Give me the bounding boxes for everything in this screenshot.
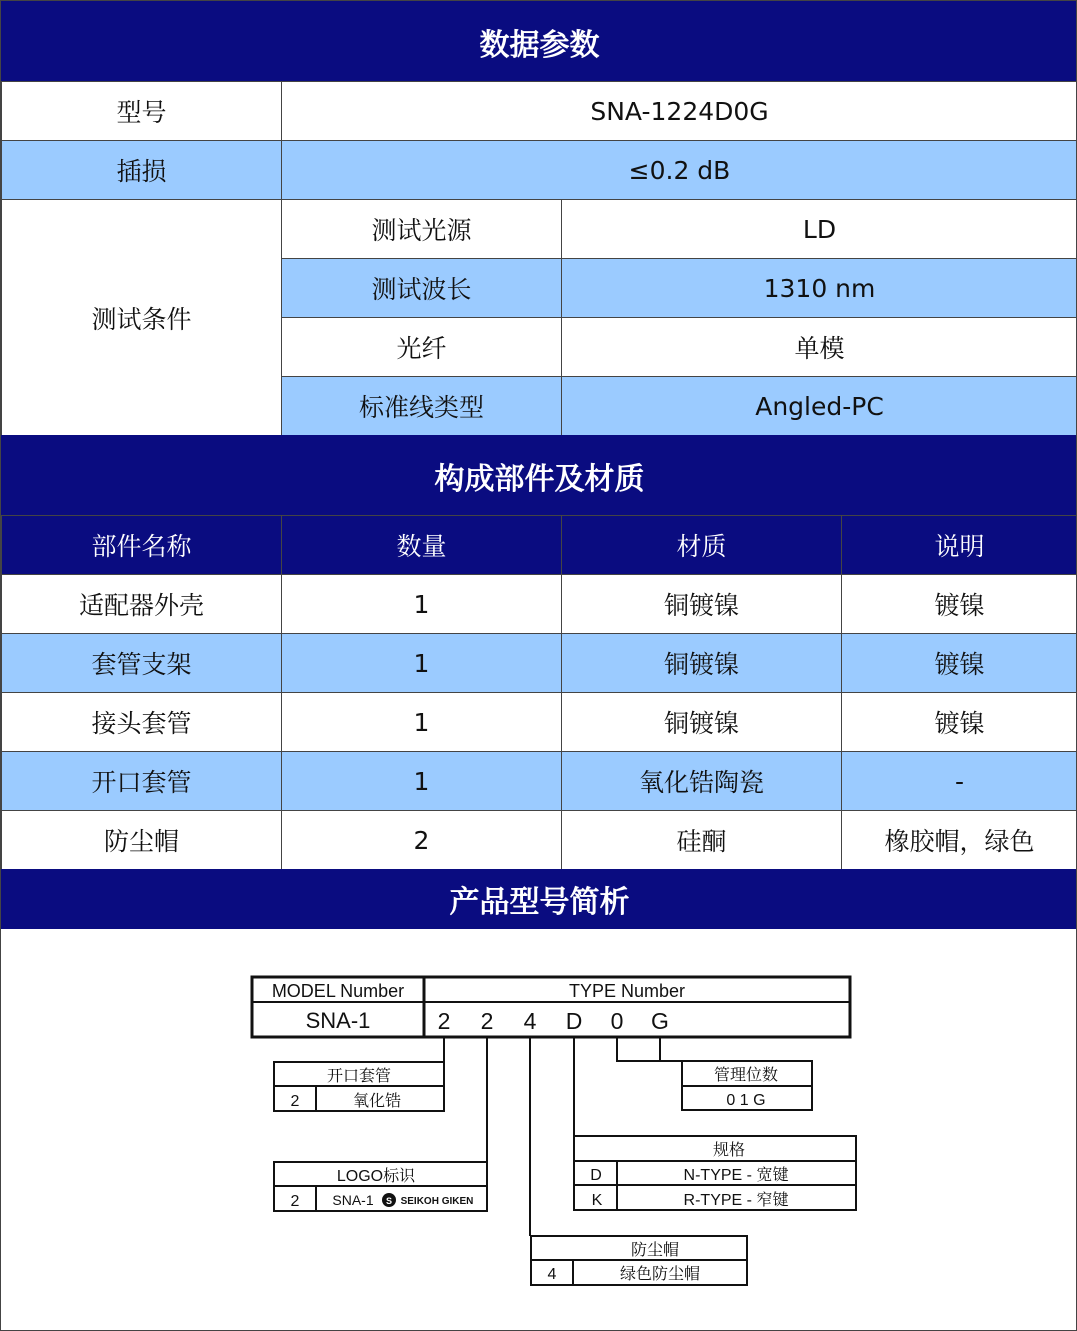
- mgmt-title: 管理位数: [713, 1067, 779, 1084]
- table-row: [2, 575, 1077, 634]
- type-char: 2: [437, 1008, 451, 1034]
- params-row-model: [2, 82, 1077, 141]
- table-cell: 橡胶帽，绿色: [842, 811, 1077, 870]
- type-char: 0: [610, 1008, 624, 1034]
- table-cell: 2: [282, 811, 562, 870]
- table-row: [2, 752, 1077, 811]
- test-row-label: 标准线类型: [282, 377, 562, 436]
- logo-title: LOGO标识: [336, 1168, 416, 1185]
- table-cell: 铜镀镍: [562, 693, 842, 752]
- table-cell: 氧化锆陶瓷: [562, 752, 842, 811]
- table-cell: 镀镍: [842, 693, 1077, 752]
- parts-section-title: 构成部件及材质: [1, 435, 1077, 516]
- parts-header-cell: 材质: [562, 516, 842, 575]
- test-row-label: 光纤: [282, 318, 562, 377]
- table-row: [2, 693, 1077, 752]
- model-breakdown-diagram: [1, 929, 1076, 1329]
- dustcap-title: 防尘帽: [630, 1242, 680, 1259]
- test-conditions-label: 测试条件: [2, 200, 282, 436]
- table-cell: 1: [282, 634, 562, 693]
- table-row: [2, 634, 1077, 693]
- table-cell: 接头套管: [2, 693, 282, 752]
- test-row: [2, 200, 1077, 259]
- table-cell: 硅酮: [562, 811, 842, 870]
- type-char: 2: [480, 1008, 494, 1034]
- type-char: D: [565, 1008, 583, 1034]
- test-row-label: 测试波长: [282, 259, 562, 318]
- table-cell: 防尘帽: [2, 811, 282, 870]
- test-row-value: LD: [562, 200, 1077, 259]
- logo-code: 2: [290, 1193, 300, 1210]
- parts-header-cell: 部件名称: [2, 516, 282, 575]
- test-row-value: 1310 nm: [562, 259, 1077, 318]
- table-cell: -: [842, 752, 1077, 811]
- table-row: [2, 811, 1077, 870]
- loss-value: ≤0.2 dB: [282, 141, 1077, 200]
- test-row-value: Angled-PC: [562, 377, 1077, 436]
- table-cell: 1: [282, 752, 562, 811]
- model-section-title: 产品型号简析: [1, 869, 1077, 929]
- model-label: 型号: [2, 82, 282, 141]
- type-char: G: [651, 1008, 669, 1034]
- dustcap-desc: 绿色防尘帽: [619, 1266, 701, 1283]
- test-row-label: 测试光源: [282, 200, 562, 259]
- test-row-value: 单模: [562, 318, 1077, 377]
- logo-desc: SNA-1: [332, 1192, 374, 1208]
- mgmt-value: 0 1 G: [726, 1092, 766, 1109]
- type-number-header: TYPE Number: [568, 981, 686, 1001]
- table-cell: 铜镀镍: [562, 634, 842, 693]
- spec-title: 规格: [712, 1142, 746, 1159]
- params-section-title: 数据参数: [1, 1, 1077, 82]
- dustcap-code: 4: [547, 1266, 557, 1283]
- logo-brand: SEIKOH GIKEN: [400, 1196, 474, 1207]
- params-table: [1, 81, 1077, 436]
- table-cell: 镀镍: [842, 575, 1077, 634]
- type-char: 4: [523, 1008, 537, 1034]
- sleeve-title: 开口套管: [326, 1068, 392, 1085]
- spec-desc: R-TYPE - 窄键: [683, 1192, 789, 1209]
- parts-header-cell: 数量: [282, 516, 562, 575]
- loss-label: 插损: [2, 141, 282, 200]
- model-number-value: SNA-1: [305, 1008, 371, 1033]
- parts-table: [1, 515, 1077, 870]
- sleeve-desc: 氧化锆: [352, 1093, 402, 1110]
- table-cell: 1: [282, 693, 562, 752]
- table-cell: 1: [282, 575, 562, 634]
- sleeve-code: 2: [290, 1093, 300, 1110]
- table-cell: 镀镍: [842, 634, 1077, 693]
- table-cell: 适配器外壳: [2, 575, 282, 634]
- model-value: SNA-1224D0G: [282, 82, 1077, 141]
- spec-code: K: [591, 1192, 603, 1209]
- spec-desc: N-TYPE - 宽键: [683, 1167, 789, 1184]
- table-cell: 套管支架: [2, 634, 282, 693]
- params-row-loss: [2, 141, 1077, 200]
- seikoh-giken-logo-icon: [382, 1193, 396, 1207]
- spec-code: D: [590, 1167, 602, 1184]
- svg-text:S: S: [385, 1196, 393, 1206]
- table-cell: 铜镀镍: [562, 575, 842, 634]
- parts-header-cell: 说明: [842, 516, 1077, 575]
- parts-header-row: [2, 516, 1077, 575]
- table-cell: 开口套管: [2, 752, 282, 811]
- model-number-header: MODEL Number: [271, 981, 405, 1001]
